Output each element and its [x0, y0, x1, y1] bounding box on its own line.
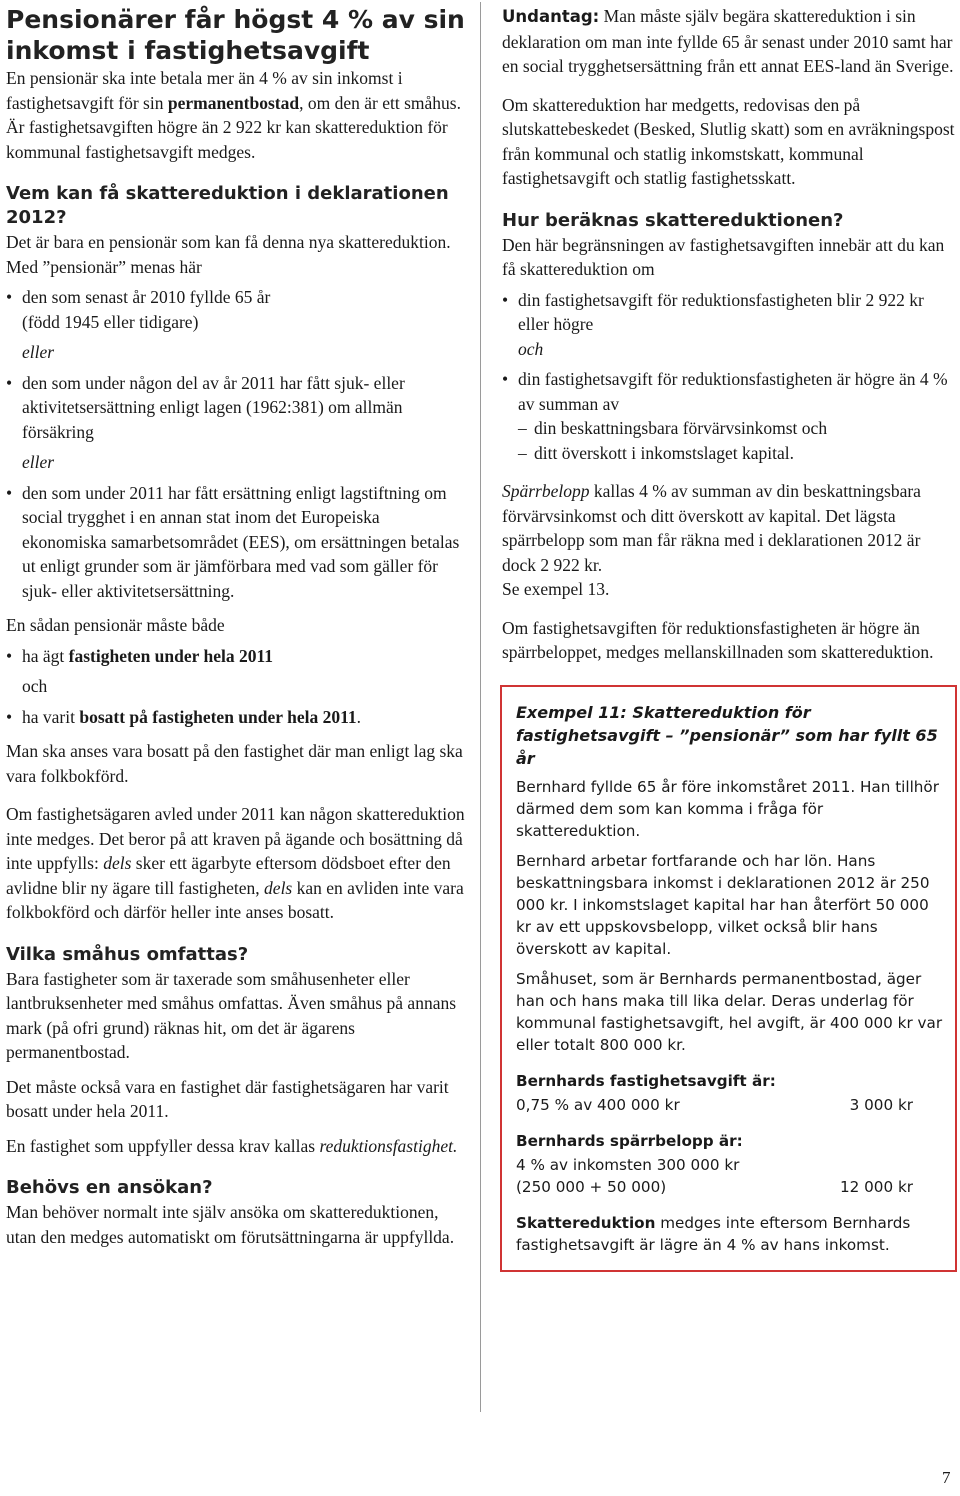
sparr-row — [516, 1176, 945, 1198]
example-p3: Småhuset, som är Bernhards permanentbostad, äger han och hans maka till lika delar. Deras underlag för kommunal fastighetsavgift, hel avgift, är 400 000 kr var eller totalt 800 000 kr. — [516, 969, 943, 1054]
sparr-calc-2: (250 000 + 50 000) — [516, 1177, 667, 1196]
fee-row — [516, 1094, 945, 1116]
who-text: Det är bara en pensionär som kan få denna nya skattereduktion. Med ”pensionär” menas här — [6, 232, 451, 277]
fee-heading: Bernhards fastighetsavgift är: — [516, 1071, 776, 1090]
sparr-term: Spärrbelopp — [502, 481, 590, 501]
criteria-item: • den som senast år 2010 fyllde 65 år — [6, 285, 468, 310]
page-number: 7 — [942, 1468, 951, 1487]
intro-bold: permanentbostad — [167, 92, 300, 113]
sparr-amount: 12 000 kr — [839, 1177, 913, 1196]
example-conclusion: Skattereduktion medges inte eftersom Bernhards fastighetsavgift är lägre än 4 % av hans inkomst. — [516, 1213, 911, 1254]
reported-text: Om skattereduktion har medgetts, redovisas den på slutskattebeskedet (Besked, Slutlig skatt) som en avräkningspost från kommunal och statlig inkomstskatt, kommunal fastighetsavgift och statlig fastighetsskatt. — [502, 94, 955, 188]
eller-connector: eller — [22, 452, 55, 472]
intro-text-2: , om den är ett småhus. Är fastighetsavgiften högre än 2 922 kr kan skattereduktion för kommunal fastighetsavgift medges. — [6, 92, 461, 162]
page-title: Pensionärer får högst 4 % av sin inkomst i fastighetsavgift — [6, 5, 465, 65]
houses-text-3: En fastighet som uppfyller dessa krav kallas reduktionsfastighet. — [6, 1135, 458, 1156]
calc-list — [502, 288, 957, 466]
diff-text: Om fastighetsavgiften för reduktionsfastigheten är högre än spärrbeloppet, medges mellanskillnaden som skattereduktion. — [502, 617, 934, 662]
fee-calc: 0,75 % av 400 000 kr — [516, 1095, 680, 1114]
both-list — [6, 644, 468, 730]
apply-text: Man behöver normalt inte själv ansöka om skattereduktionen, utan den medges automatiskt om förutsättningarna är uppfyllda. — [6, 1202, 455, 1247]
example-box — [500, 685, 957, 1272]
column-divider — [480, 2, 481, 1412]
intro-text-1: En pensionär ska inte betala mer än 4 % av sin inkomst i fastighetsavgift för sin — [6, 68, 403, 113]
example-p1: Bernhard fyllde 65 år före inkomståret 2011. Han tillhör därmed dem som kan komma i fråga för skattereduktion. — [516, 777, 939, 840]
calc-subitem: – ditt överskott i inkomstslaget kapital. — [518, 442, 795, 463]
calc-subitem: – din beskattningsbara förvärvsinkomst och — [518, 418, 828, 438]
example-p2: Bernhard arbetar fortfarande och har lön. Hans beskattningsbara inkomst i deklarationen 2012 är 250 000 kr. I inkomstslaget kapital har han återfört 50 000 kr av ett uppskovsbelopp, vilket också blir hans överskott av kapital. — [516, 851, 930, 958]
residence-text: Man ska anses vara bosatt på den fastighet där man enligt lag ska vara folkbokförd. — [6, 741, 463, 786]
och-connector: och — [22, 676, 48, 696]
both-item: • ha varit bosatt på fastigheten under hela 2011. — [6, 705, 468, 730]
right-column — [502, 4, 957, 1272]
calc-intro: Den här begränsningen av fastighetsavgiften innebär att du kan få skattereduktion om — [502, 234, 945, 279]
houses-heading: Vilka småhus omfattas? — [6, 943, 249, 965]
sparr-calc-1: 4 % av inkomsten 300 000 kr — [516, 1155, 740, 1174]
exception-label: Undantag: — [502, 7, 600, 26]
who-heading: Vem kan få skattereduktion i deklarationen 2012? — [6, 183, 449, 228]
sparr-heading: Bernhards spärrbelopp är: — [516, 1131, 743, 1150]
criteria-item-note: (född 1945 eller tidigare) — [22, 311, 199, 332]
left-column — [6, 4, 468, 1249]
death-text: Om fastighetsägaren avled under 2011 kan någon skattereduktion inte medges. Det beror på att kraven på ägande och bosättning då inte uppfylls: dels sker ett ägarbyte eftersom dödsboet efter den avlidne blir ny ägare till fastigheten, dels kan en avliden inte vara folkbokförd och därför heller inte anses bosatt. — [6, 804, 465, 922]
exception-text: Undantag: Man måste själv begära skattereduktion i sin deklaration om man inte fyllde 65 år senast under 2010 samt har en social trygghetsersättning från ett annat EES-land än Sverige. — [502, 6, 954, 76]
both-item: • ha ägt fastigheten under hela 2011 — [6, 644, 468, 669]
calc-item: • din fastighetsavgift för reduktionsfastigheten är högre än 4 % av summan av — [502, 367, 957, 416]
apply-heading: Behövs en ansökan? — [6, 1177, 213, 1198]
calc-item: • din fastighetsavgift för reduktionsfastigheten blir 2 922 kr eller högre — [502, 288, 957, 337]
criteria-item: • den som under 2011 har fått ersättning enligt lagstiftning om social trygghet i en annan stat inom det Europeiska ekonomiska samarbetsområdet (EES), om ersättningen betalas ut enligt grunder som är jämförbara med vad som gäller för sjuk- eller aktivitetsersättning. — [6, 481, 468, 604]
example-title: Exempel 11: Skattereduktion för fastighetsavgift – ”pensionär” som har fyllt 65 år — [516, 702, 938, 768]
och-connector: och — [518, 338, 544, 359]
intro-paragraph — [6, 66, 468, 164]
see-example: Se exempel 13. — [502, 579, 610, 599]
criteria-list — [6, 285, 468, 603]
houses-text-2: Det måste också vara en fastighet där fastighetsägaren har varit bosatt under hela 2011. — [6, 1076, 449, 1121]
houses-text-1: Bara fastigheter som är taxerade som småhusenheter eller lantbruksenheter med småhus omfattas. Även småhus på annans mark (på ofri grund) räknas hit, om det är ägarens permanentbostad. — [6, 968, 457, 1062]
sparr-text: Spärrbelopp kallas 4 % av summan av din beskattningsbara förvärvsinkomst och ditt överskott av kapital. Det lägsta spärrbelopp som man får räkna med i deklarationen 2012 är dock 2 922 kr. — [502, 481, 921, 575]
fee-amount: 3 000 kr — [849, 1095, 913, 1114]
eller-connector: eller — [22, 342, 55, 362]
criteria-item: • den som under någon del av år 2011 har fått sjuk- eller aktivitetsersättning enligt lagen (1962:381) om allmän försäkring — [6, 371, 468, 445]
both-intro: En sådan pensionär måste både — [6, 615, 225, 635]
calc-heading: Hur beräknas skattereduktionen? — [502, 209, 844, 231]
